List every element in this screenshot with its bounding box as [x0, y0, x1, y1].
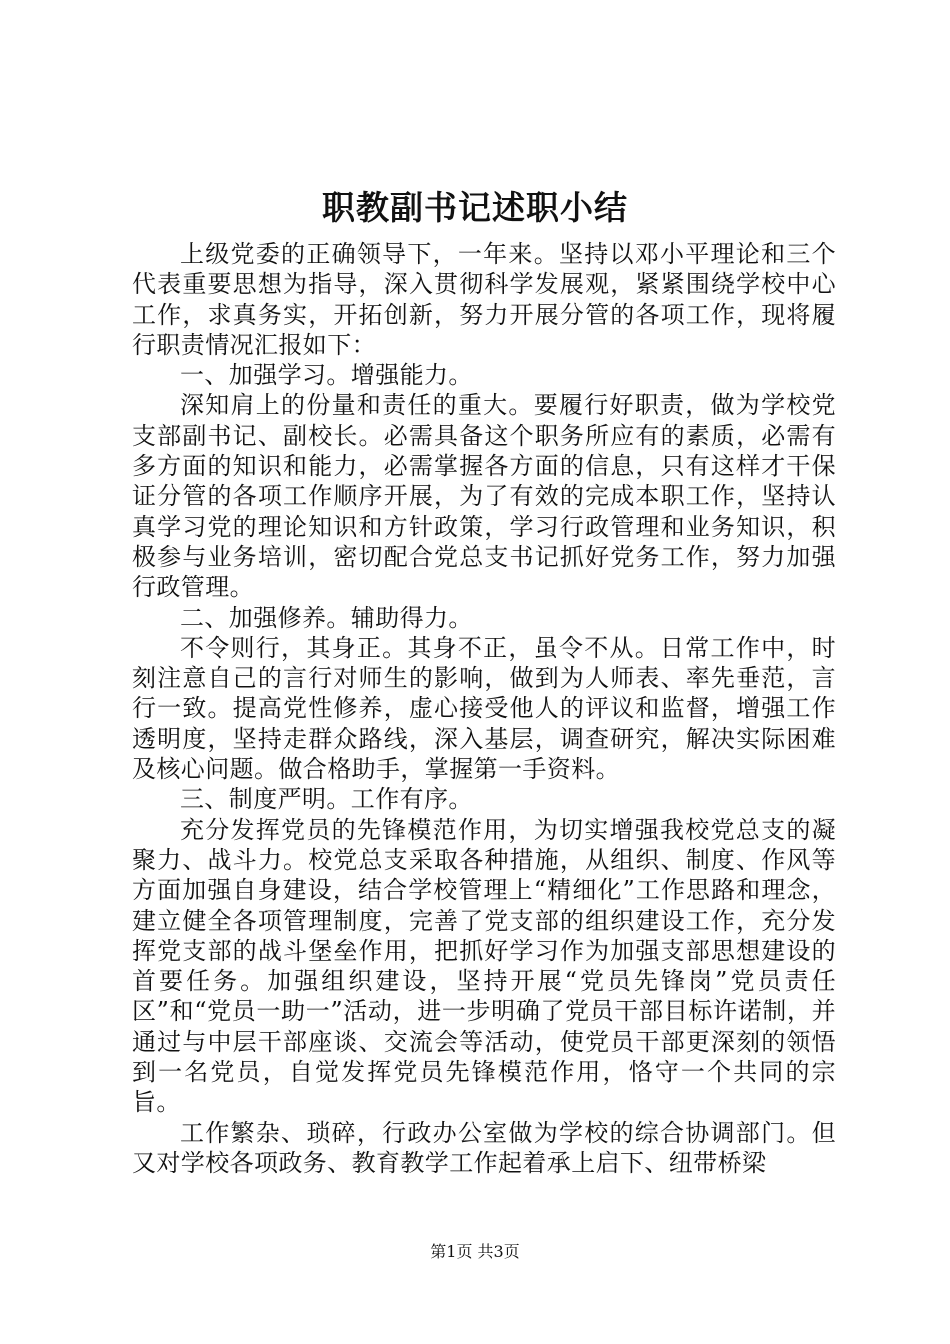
paragraph-section-3: 充分发挥党员的先锋模范作用，为切实增强我校党总支的凝聚力、战斗力。校党总支采取各种措施，从组织、制度、作风等方面加强自身建设，结合学校管理上“精细化”工作思路和理念，建立健全各项管理制度，完善了党支部的组织建设工作，充分发挥党支部的战斗堡垒作用，把抓好学习作为加强支部思想建设的首要任务。加强组织建设，坚持开展“党员先锋岗”党员责任区”和“党员一助一”活动，进一步明确了党员干部目标许诺制，并通过与中层干部座谈、交流会等活动，使党员干部更深刻的领悟到一名党员，自觉发挥党员先锋模范作用，恪守一个共同的宗旨。 [132, 815, 836, 1117]
paragraph-intro: 上级党委的正确领导下，一年来。坚持以邓小平理论和三个代表重要思想为指导，深入贯彻科学发展观，紧紧围绕学校中心工作，求真务实，开拓创新，努力开展分管的各项工作，现将履行职责情况汇报如下： [132, 240, 836, 359]
section-heading-3: 三、制度严明。工作有序。 [180, 785, 473, 814]
paragraph-section-1: 深知肩上的份量和责任的重大。要履行好职责，做为学校党支部副书记、副校长。必需具备这个职务所应有的素质，必需有多方面的知识和能力，必需掌握各方面的信息，只有这样才干保证分管的各项工作顺序开展，为了有效的完成本职工作，坚持认真学习党的理论知识和方针政策，学习行政管理和业务知识，积极参与业务培训，密切配合党总支书记抓好党务工作，努力加强行政管理。 [132, 391, 836, 602]
document-title: 职教副书记述职小结 [322, 188, 628, 227]
page-number-footer: 第1页 共3页 [430, 1242, 520, 1261]
document-body [132, 239, 836, 1178]
paragraph-section-2: 不令则行，其身正。其身不正，虽令不从。日常工作中，时刻注意自己的言行对师生的影响，做到为人师表、率先垂范，言行一致。提高党性修养，虚心接受他人的评议和监督，增强工作透明度，坚持走群众路线，深入基层，调查研究，解决实际困难及核心问题。做合格助手，掌握第一手资料。 [132, 633, 836, 784]
paragraph-continued: 工作繁杂、琐碎，行政办公室做为学校的综合协调部门。但又对学校各项政务、教育教学工作起着承上启下、纽带桥梁 [132, 1118, 836, 1177]
section-heading-1: 一、加强学习。增强能力。 [180, 361, 473, 390]
section-heading-2: 二、加强修养。辅助得力。 [180, 603, 473, 632]
